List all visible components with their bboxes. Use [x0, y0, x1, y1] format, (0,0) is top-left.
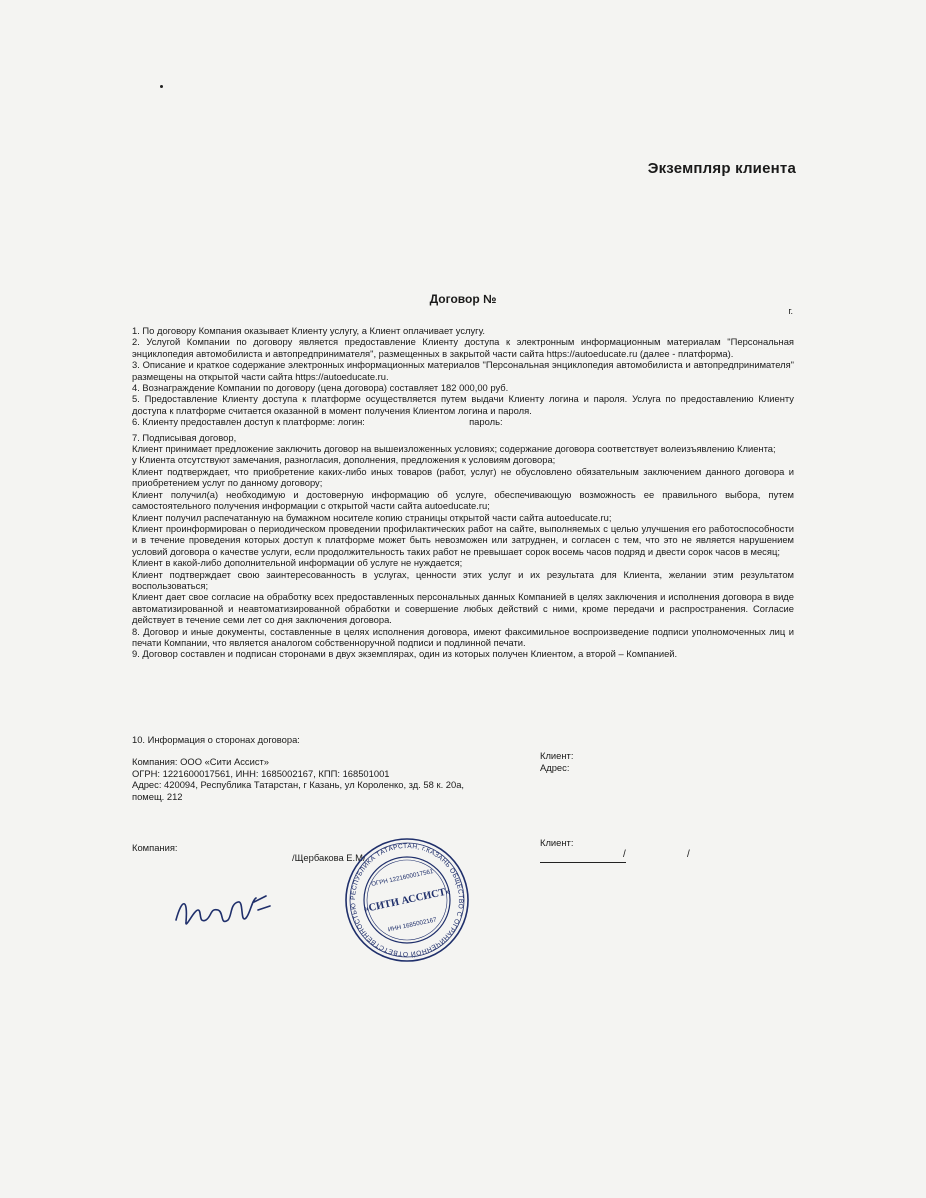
contract-body — [132, 325, 794, 660]
clause: Клиент в какой-либо дополнительной информации об услуге не нуждается; — [132, 557, 463, 569]
seal-inn: ИНН 1685002167 — [387, 916, 438, 934]
clause: 5. Предоставление Клиенту доступа к платформе осуществляется путем выдачи Клиенту логина и пароля. Услуга по предоставлению Клиенту доступа к платформе считается оказанной в момент получения Клиентом логина и пароля. — [132, 393, 794, 416]
scan-speck — [160, 85, 163, 88]
parties-heading: 10. Информация о сторонах договора: — [132, 734, 300, 745]
clause: 6. Клиенту предоставлен доступ к платформе: логин: пароль: — [132, 416, 503, 428]
company-address-cont: помещ. 212 — [132, 790, 183, 802]
clause: 8. Договор и иные документы, составленные в целях исполнения договора, имеют факсимильное воспроизведение подписи уполномоченных лиц и печати Компании, что является аналогом собственноручной подписи и подлинной печати. — [132, 625, 794, 648]
clause: 9. Договор составлен и подписан сторонами в двух экземплярах, один из которых получен Клиентом, а второй – Компанией. — [132, 648, 678, 660]
client-name-label: Клиент: — [540, 750, 574, 761]
client-signature-slash: / — [623, 849, 626, 860]
clause: 4. Вознаграждение Компании по договору (цена договора) составляет 182 000,00 руб. — [132, 382, 509, 394]
clause: 1. По договору Компания оказывает Клиенту услугу, а Клиент оплачивает услугу. — [132, 325, 485, 336]
contract-title: Договор № — [429, 292, 497, 306]
client-address-label: Адрес: — [540, 761, 570, 773]
client-signature-line — [540, 862, 626, 863]
clause: 7. Подписывая договор, — [132, 431, 237, 443]
company-seal — [342, 835, 472, 965]
clause: Клиент получил распечатанную на бумажном носителе копию страницы открытой части сайта autoeducate.ru; — [132, 511, 612, 523]
company-ids: ОГРН: 1221600017561, ИНН: 1685002167, КПП: 168501001 — [132, 767, 390, 779]
clause: Клиент получил(а) необходимую и достоверную информацию об услуге, обеспечивающую возможность ее правильного выбора, путем самостоятельного получения информации с открытой части сайта autoeducate.ru; — [132, 488, 794, 512]
clause: Клиент принимает предложение заключить договор на вышеизложенных условиях; содержание договора соответствует волеизъявлению Клиента; — [132, 443, 776, 455]
seal-company-name: «СИТИ АССИСТ» — [362, 885, 452, 916]
clause: Клиент подтверждает свою заинтересованность в услугах, ценности этих услуг и их результата для Клиента, желании этим результатом воспользоваться; — [132, 568, 794, 591]
clause: Клиент проинформирован о периодическом проведении профилактических работ на сайте, выполняемых с целью улучшения его работоспособности и в течение проведения которых доступ к платформе может быть невозможен или затруднен, и согласен с тем, что это не является нарушением условий договора о качестве услуги, если продолжительность таких работ не превышает сорок восемь часов подряд и двести сорок часов в месяц; — [132, 522, 794, 557]
clause: у Клиента отсутствуют замечания, разногласия, дополнения, предложения к условиям договора; — [132, 454, 556, 466]
company-address: Адрес: 420094, Республика Татарстан, г Казань, ул Короленко, зд. 58 к. 20а, — [132, 779, 465, 791]
seal-ogrn: ОГРН 1221600017561 — [370, 867, 434, 888]
company-signature-label: Компания: — [132, 842, 178, 853]
clause: 2. Услугой Компании по договору является предоставление Клиенту доступа к электронным информационным материалам "Персональная энциклопедия автомобилиста и автопредпринимателя", размещенных в закрытой части сайта https://autoeducate.ru (далее - платформа). — [132, 336, 794, 359]
clause: Клиент подтверждает, что приобретение каких-либо иных товаров (работ, услуг) не обусловлено обязательным заключением данного договора и приобретением услуг по данному договору; — [132, 465, 794, 489]
seal-ring-text: РЕСПУБЛИКА ТАТАРСТАН, г.КАЗАНЬ ОБЩЕСТВО С ОГРАНИЧЕННОЙ ОТВЕТСТВЕННОСТЬЮ — [349, 842, 465, 958]
city-mark: г. — [788, 306, 793, 316]
clause: Клиент дает свое согласие на обработку всех предоставленных персональных данных Компанией в целях заключения и исполнения договора в виде автоматизированной и неавтоматизированной обработки и совершение любых действий с ними, кроме передачи и распространения. Согласие действует в течение семи лет со дня заключения договора. — [132, 591, 794, 626]
clause: 3. Описание и краткое содержание электронных информационных материалов "Персональная энциклопедия автомобилиста и автопредпринимателя" размещены на открытой части сайта https://autoeducate.ru. — [132, 359, 794, 382]
client-details — [540, 750, 573, 773]
copy-label: Экземпляр клиента — [647, 160, 796, 177]
handwritten-signature — [170, 880, 280, 940]
client-name-slash: / — [687, 849, 690, 860]
client-signature-label: Клиент: — [540, 837, 574, 848]
company-details — [132, 756, 472, 802]
company-name: Компания: ООО «Сити Ассист» — [132, 756, 270, 767]
company-signatory: /Щербакова Е.М/ — [292, 852, 366, 863]
